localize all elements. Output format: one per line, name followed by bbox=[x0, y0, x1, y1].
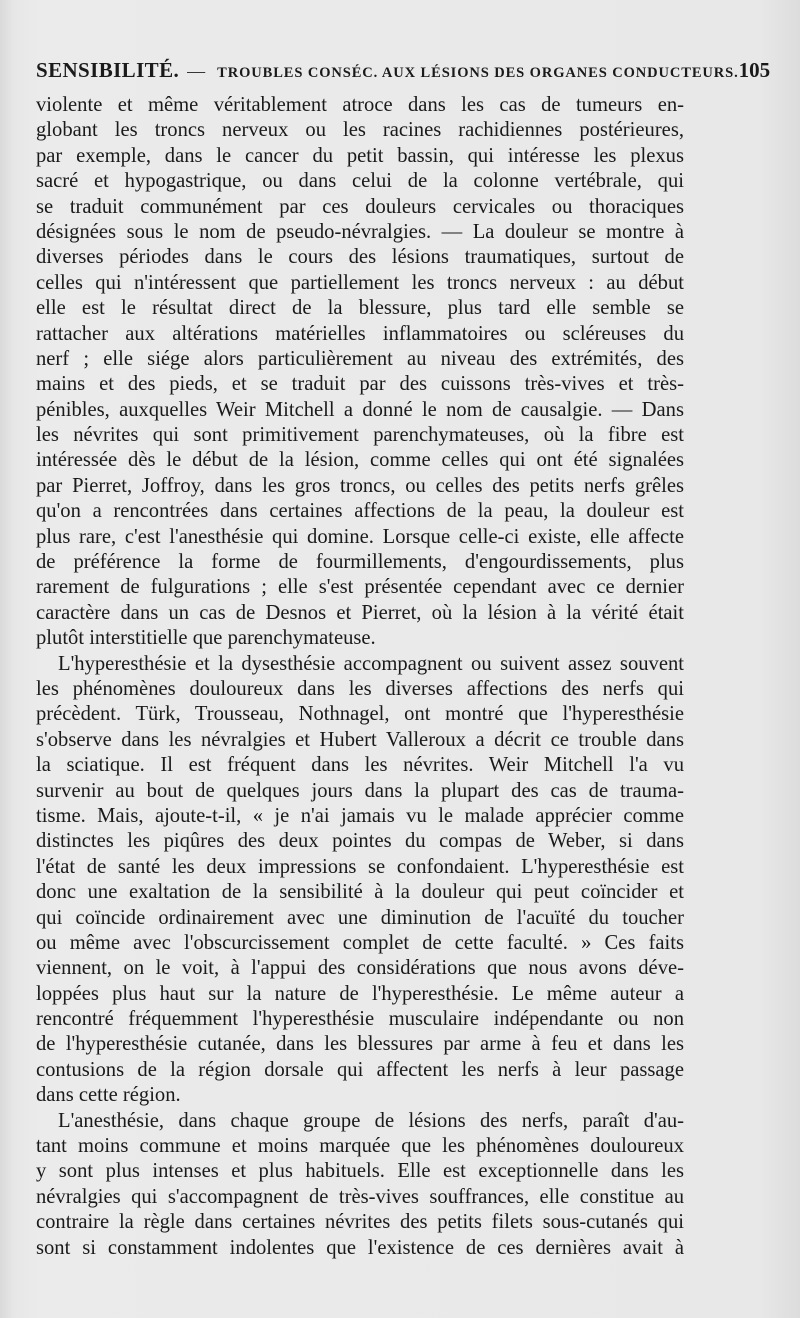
text-line: de préférence la forme de fourmillements, d'engourdissements, plus bbox=[36, 551, 684, 574]
text-line: viennent, on le voit, à l'appui des considérations que nous avons déve- bbox=[36, 957, 684, 980]
text-line: ou même avec l'obscurcissement complet de cette faculté. » Ces faits bbox=[36, 931, 684, 954]
text-line: par Pierret, Joffroy, dans les gros troncs, ou celles des petits nerfs grêles bbox=[36, 474, 684, 497]
text-line: les névrites qui sont primitivement parenchymateuses, où la fibre est bbox=[36, 424, 684, 447]
running-header bbox=[36, 58, 771, 88]
text-line: elle est le résultat direct de la blessure, plus tard elle semble se bbox=[36, 297, 684, 320]
text-line: tant moins commune et moins marquée que les phénomènes douloureux bbox=[36, 1135, 684, 1158]
text-line: désignées sous le nom de pseudo-névralgies. — La douleur se montre à bbox=[36, 220, 684, 243]
text-line: sont si constamment indolentes que l'existence de ces dernières avait à bbox=[36, 1236, 684, 1259]
text-line: les phénomènes douloureux dans les diverses affections des nerfs qui bbox=[36, 677, 684, 700]
text-line: rencontré fréquemment l'hyperesthésie musculaire indépendante ou non bbox=[36, 1008, 684, 1031]
text-line: violente et même véritablement atroce dans les cas de tumeurs en- bbox=[36, 94, 684, 116]
text-line: se traduit communément par ces douleurs cervicales ou thoraciques bbox=[36, 195, 684, 218]
text-line: caractère dans un cas de Desnos et Pierret, où la lésion à la vérité était bbox=[36, 601, 684, 624]
text-line: la sciatique. Il est fréquent dans les névrites. Weir Mitchell l'a vu bbox=[36, 754, 684, 777]
text-line: globant les troncs nerveux ou les racines rachidiennes postérieures, bbox=[36, 119, 684, 142]
text-line: distinctes les piqûres des deux pointes du compas de Weber, si dans bbox=[36, 830, 684, 853]
paragraph-end-line: dans cette région. bbox=[36, 1084, 181, 1107]
text-line: pénibles, auxquelles Weir Mitchell a donné le nom de causalgie. — Dans bbox=[36, 398, 684, 421]
text-line: mains et des pieds, et se traduit par des cuissons très-vives et très- bbox=[36, 373, 684, 396]
text-line: névralgies qui s'accompagnent de très-vives souffrances, elle constitue au bbox=[36, 1185, 684, 1208]
text-line: précèdent. Türk, Trousseau, Nothnagel, ont montré que l'hyperesthésie bbox=[36, 703, 684, 726]
text-line: sacré et hypogastrique, ou dans celui de la colonne vertébrale, qui bbox=[36, 170, 684, 193]
text-line: s'observe dans les névralgies et Hubert Valleroux a décrit ce trouble dans bbox=[36, 728, 684, 751]
text-line: intéressée dès le début de la lésion, comme celles qui ont été signalées bbox=[36, 449, 684, 472]
text-line: rattacher aux altérations matérielles inflammatoires ou scléreuses du bbox=[36, 322, 684, 345]
text-line: tisme. Mais, ajoute-t-il, « je n'ai jamais vu le malade apprécier comme bbox=[36, 804, 684, 827]
section-title: SENSIBILITÉ. bbox=[36, 58, 180, 82]
text-line: diverses périodes dans le cours des lésions traumatiques, surtout de bbox=[36, 246, 684, 269]
text-line: celles qui n'intéressent que partiellement les troncs nerveux : au début bbox=[36, 271, 684, 294]
text-line: rarement de fulgurations ; elle s'est présentée cependant avec ce dernier bbox=[36, 576, 684, 599]
text-line: plus rare, c'est l'anesthésie qui domine. Lorsque celle-ci existe, elle affecte bbox=[36, 525, 684, 548]
text-line: qui coïncide ordinairement avec une diminution de l'acuïté du toucher bbox=[36, 906, 684, 929]
text-line: loppées plus haut sur la nature de l'hyperesthésie. Le même auteur a bbox=[36, 982, 684, 1005]
text-line: de l'hyperesthésie cutanée, dans les blessures par arme à feu et dans les bbox=[36, 1033, 684, 1056]
text-line: contusions de la région dorsale qui affectent les nerfs à leur passage bbox=[36, 1058, 684, 1081]
page-number: 105 bbox=[738, 58, 771, 82]
text-line: survenir au bout de quelques jours dans la plupart des cas de trauma- bbox=[36, 779, 684, 802]
text-line: nerf ; elle siége alors particulièrement au niveau des extrémités, des bbox=[36, 347, 684, 370]
header-dash: — bbox=[187, 61, 206, 81]
body-text bbox=[36, 93, 684, 1261]
text-line: donc une exaltation de la sensibilité à la douleur qui peut coïncider et bbox=[36, 881, 684, 904]
text-line: contraire la règle dans certaines névrites des petits filets sous-cutanés qui bbox=[36, 1211, 684, 1234]
text-line: qu'on a rencontrées dans certaines affections de la peau, la douleur est bbox=[36, 500, 684, 523]
chapter-subtitle: TROUBLES CONSÉC. AUX LÉSIONS DES ORGANES CONDUCTEURS. bbox=[217, 65, 739, 81]
text-line: l'état de santé les deux impressions se confondaient. L'hyperesthésie est bbox=[36, 855, 684, 878]
text-line: par exemple, dans le cancer du petit bassin, qui intéresse les plexus bbox=[36, 144, 684, 167]
paragraph-start-line: L'anesthésie, dans chaque groupe de lésions des nerfs, paraît d'au- bbox=[58, 1109, 684, 1132]
paragraph-start-line: L'hyperesthésie et la dysesthésie accompagnent ou suivent assez souvent bbox=[58, 652, 684, 675]
text-line: y sont plus intenses et plus habituels. Elle est exceptionnelle dans les bbox=[36, 1160, 684, 1183]
paragraph-end-line: plutôt interstitielle que parenchymateuse. bbox=[36, 627, 376, 650]
